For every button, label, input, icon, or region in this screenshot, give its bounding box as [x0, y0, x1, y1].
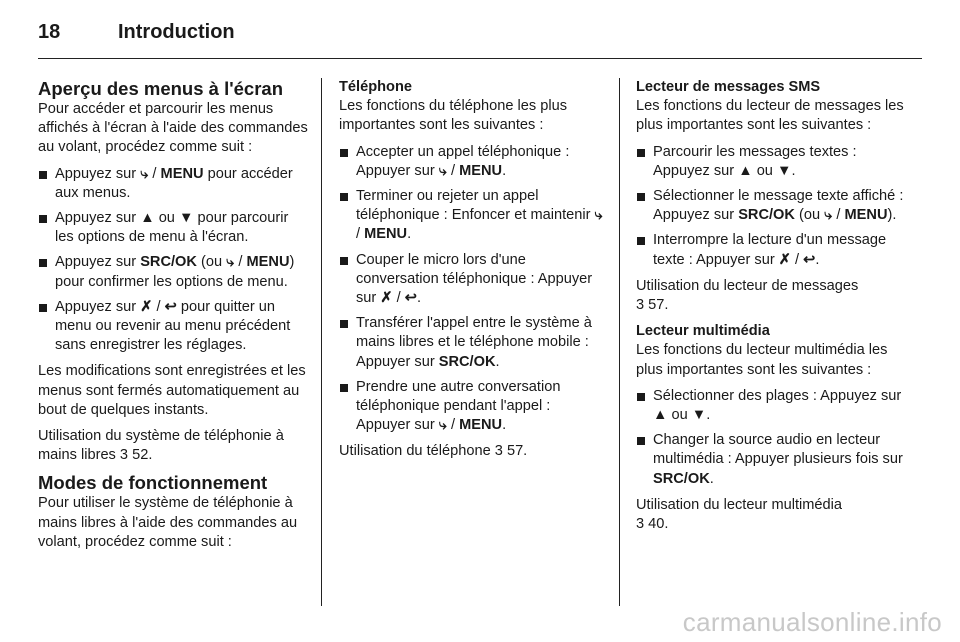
- column-divider: [321, 78, 322, 606]
- page-reference: 3 57.: [636, 297, 669, 314]
- section-title-modes: Modes de fonctionnement: [38, 472, 268, 494]
- page-reference: 3 52.: [119, 447, 153, 464]
- bullet-list: [339, 143, 607, 436]
- section-title-menus: Aperçu des menus à l'écran: [38, 78, 283, 99]
- list-item: Sélectionner des plages : Appuyez sur ▲ ou ▼.: [636, 387, 904, 425]
- column-2: [339, 78, 607, 469]
- phone-icon: ⤷: [140, 165, 149, 182]
- page-number: 18: [38, 21, 61, 43]
- phone-icon: ⤷: [438, 162, 447, 179]
- list-item: Prendre une autre conversation téléphonique pendant l'appel : Appuyer sur ⤷ / MENU.: [339, 378, 607, 436]
- list-item: Appuyez sur SRC/OK (ou ⤷ / MENU) pour confirmer les options de menu.: [38, 253, 310, 291]
- list-item: Terminer ou rejeter un appel téléphonique : Enfoncer et maintenir ⤷ / MENU.: [339, 187, 607, 245]
- list-item: Couper le micro lors d'une conversation téléphonique : Appuyer sur ✗ / ↩.: [339, 251, 607, 309]
- list-item: Interrompre la lecture d'un message texte : Appuyer sur ✗ / ↩.: [636, 231, 904, 269]
- arrow-up-icon: ▲: [653, 407, 668, 424]
- arrow-up-icon: ▲: [140, 210, 155, 227]
- mute-icon: ✗: [778, 251, 791, 268]
- mute-icon: ✗: [140, 298, 153, 315]
- phone-icon: ⤷: [226, 254, 235, 271]
- paragraph: Pour utiliser le système de téléphonie à mains libres à l'aide des commandes au volant, procédez comme suit :: [38, 495, 298, 550]
- paragraph: Les modifications sont enregistrées et les menus sont fermés automatiquement au bout de quelques instants.: [38, 363, 306, 418]
- watermark: carmanualsonline.info: [682, 607, 942, 637]
- arrow-down-icon: ▼: [691, 407, 707, 424]
- paragraph: Utilisation du lecteur multimédia: [636, 496, 843, 513]
- list-item: Changer la source audio en lecteur multimédia : Appuyer plusieurs fois sur SRC/OK.: [636, 431, 904, 489]
- subsection-title-phone: Téléphone: [339, 79, 412, 95]
- bullet-list: [38, 165, 310, 356]
- paragraph: Pour accéder et parcourir les menus affichés à l'écran à l'aide des commandes au volant, procédez comme suit :: [38, 101, 308, 156]
- arrow-down-icon: ▼: [776, 162, 792, 179]
- chapter-title: Introduction: [118, 21, 235, 43]
- list-item: Appuyez sur ▲ ou ▼ pour parcourir les options de menu à l'écran.: [38, 209, 310, 247]
- column-1: [38, 78, 310, 559]
- mute-icon: ✗: [380, 290, 393, 307]
- paragraph: Utilisation du système de téléphonie à mains libres 3 52.: [38, 428, 284, 464]
- page-reference: 3 40.: [636, 516, 669, 533]
- column-divider: [619, 78, 620, 606]
- back-icon: ↩: [803, 251, 816, 268]
- list-item: Parcourir les messages textes : Appuyez sur ▲ ou ▼.: [636, 143, 904, 181]
- phone-icon: ⤷: [594, 207, 603, 224]
- list-item: Sélectionner le message texte affiché : Appuyez sur SRC/OK (ou ⤷ / MENU).: [636, 187, 904, 225]
- subsection-title-media: Lecteur multimédia: [636, 323, 770, 340]
- paragraph: Utilisation du téléphone 3 57.: [339, 443, 528, 460]
- page-reference: 3 57.: [494, 443, 528, 460]
- back-icon: ↩: [164, 298, 177, 315]
- page-header: [38, 18, 922, 59]
- column-3: [636, 78, 904, 541]
- phone-icon: ⤷: [438, 417, 447, 434]
- list-item: Transférer l'appel entre le système à mains libres et le téléphone mobile : Appuyer sur SRC/OK.: [339, 314, 607, 372]
- paragraph: Les fonctions du lecteur de messages les plus importantes sont les suivantes :: [636, 98, 904, 134]
- arrow-down-icon: ▼: [178, 210, 194, 227]
- paragraph: Utilisation du lecteur de messages: [636, 277, 859, 294]
- list-item: Appuyez sur ✗ / ↩ pour quitter un menu ou revenir au menu précédent sans enregistrer les réglages.: [38, 298, 310, 356]
- phone-icon: ⤷: [824, 207, 833, 224]
- list-item: Appuyez sur ⤷ / MENU pour accéder aux menus.: [38, 165, 310, 203]
- subsection-title-sms: Lecteur de messages SMS: [636, 79, 821, 95]
- paragraph: Les fonctions du lecteur multimédia les plus importantes sont les suivantes :: [636, 342, 888, 378]
- bullet-list: [636, 387, 904, 489]
- back-icon: ↩: [404, 290, 417, 307]
- paragraph: Les fonctions du téléphone les plus importantes sont les suivantes :: [339, 98, 567, 134]
- list-item: Accepter un appel téléphonique : Appuyer sur ⤷ / MENU.: [339, 143, 607, 181]
- arrow-up-icon: ▲: [738, 162, 753, 179]
- bullet-list: [636, 143, 904, 270]
